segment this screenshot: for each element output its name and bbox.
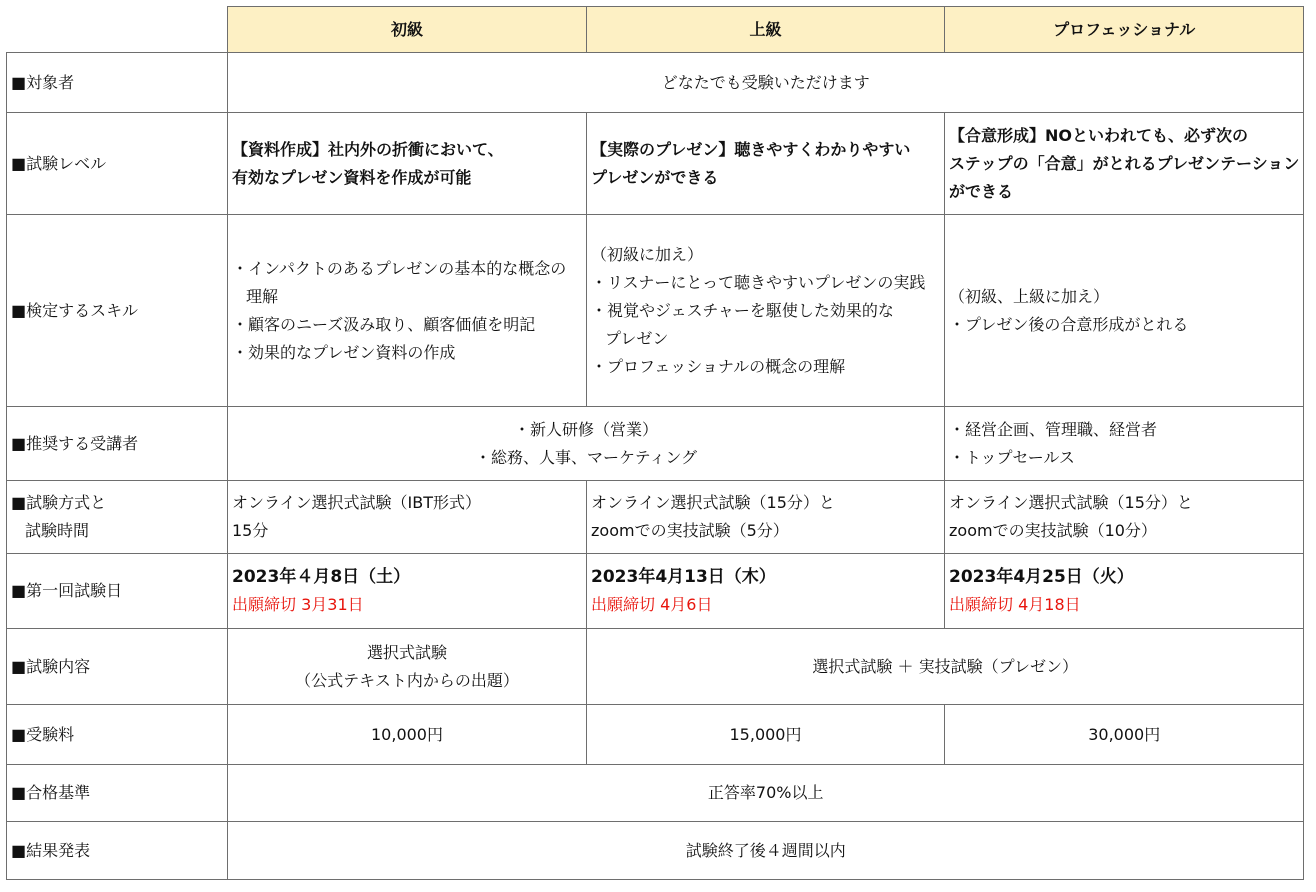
recommended-beginner-advanced: ・新人研修（営業） ・総務、人事、マーケティング	[228, 407, 945, 481]
exam-comparison-table	[6, 6, 1304, 880]
application-deadline: 出願締切 4月6日	[591, 595, 713, 614]
row-label-pass: ■合格基準	[7, 765, 228, 822]
row-format	[7, 481, 1304, 554]
first-exam-beginner	[228, 554, 587, 629]
row-result	[7, 822, 1304, 880]
format-professional: オンライン選択式試験（15分）と zoomでの実技試験（10分）	[945, 481, 1304, 554]
fee-advanced: 15,000円	[587, 705, 945, 765]
row-label-format: ■試験方式と 試験時間	[7, 481, 228, 554]
corner-cell	[7, 7, 228, 53]
level-advanced: 【実際のプレゼン】聴きやすくわかりやすい プレゼンができる	[587, 113, 945, 215]
level-beginner: 【資料作成】社内外の折衝において、 有効なプレゼン資料を作成が可能	[228, 113, 587, 215]
exam-date: 2023年４月8日（土）	[232, 567, 411, 587]
exam-date: 2023年4月25日（火）	[949, 567, 1134, 587]
row-label-target: ■対象者	[7, 53, 228, 113]
first-exam-professional	[945, 554, 1304, 629]
row-label-first-exam: ■第一回試験日	[7, 554, 228, 629]
content-beginner: 選択式試験 （公式テキスト内からの出題）	[228, 629, 587, 705]
row-label-result: ■結果発表	[7, 822, 228, 880]
content-advanced-professional: 選択式試験 ＋ 実技試験（プレゼン）	[587, 629, 1304, 705]
header-beginner: 初級	[228, 7, 587, 53]
skills-beginner: ・インパクトのあるプレゼンの基本的な概念の 理解 ・顧客のニーズ汲み取り、顧客価値を明記 ・効果的なプレゼン資料の作成	[228, 215, 587, 407]
pass-all: 正答率70%以上	[228, 765, 1304, 822]
format-advanced: オンライン選択式試験（15分）と zoomでの実技試験（5分）	[587, 481, 945, 554]
fee-beginner: 10,000円	[228, 705, 587, 765]
result-all: 試験終了後４週間以内	[228, 822, 1304, 880]
row-first-exam	[7, 554, 1304, 629]
first-exam-advanced	[587, 554, 945, 629]
exam-date: 2023年4月13日（木）	[591, 567, 776, 587]
header-professional: プロフェッショナル	[945, 7, 1304, 53]
target-all: どなたでも受験いただけます	[228, 53, 1304, 113]
row-level	[7, 113, 1304, 215]
row-target	[7, 53, 1304, 113]
skills-advanced: （初級に加え） ・リスナーにとって聴きやすいプレゼンの実践 ・視覚やジェスチャーを駆使した効果的な プレゼン ・プロフェッショナルの概念の理解	[587, 215, 945, 407]
skills-professional: （初級、上級に加え） ・プレゼン後の合意形成がとれる	[945, 215, 1304, 407]
row-label-level: ■試験レベル	[7, 113, 228, 215]
fee-professional: 30,000円	[945, 705, 1304, 765]
application-deadline: 出願締切 3月31日	[232, 595, 364, 614]
row-recommended	[7, 407, 1304, 481]
row-skills	[7, 215, 1304, 407]
row-label-fee: ■受験料	[7, 705, 228, 765]
row-pass	[7, 765, 1304, 822]
row-content	[7, 629, 1304, 705]
header-row	[7, 7, 1304, 53]
row-label-skills: ■検定するスキル	[7, 215, 228, 407]
application-deadline: 出願締切 4月18日	[949, 595, 1081, 614]
header-advanced: 上級	[587, 7, 945, 53]
row-label-recommended: ■推奨する受講者	[7, 407, 228, 481]
recommended-professional: ・経営企画、管理職、経営者 ・トップセールス	[945, 407, 1304, 481]
row-fee	[7, 705, 1304, 765]
format-beginner: オンライン選択式試験（IBT形式） 15分	[228, 481, 587, 554]
row-label-content: ■試験内容	[7, 629, 228, 705]
level-professional: 【合意形成】NOといわれても、必ず次の ステップの「合意」がとれるプレゼンテーション ができる	[945, 113, 1304, 215]
